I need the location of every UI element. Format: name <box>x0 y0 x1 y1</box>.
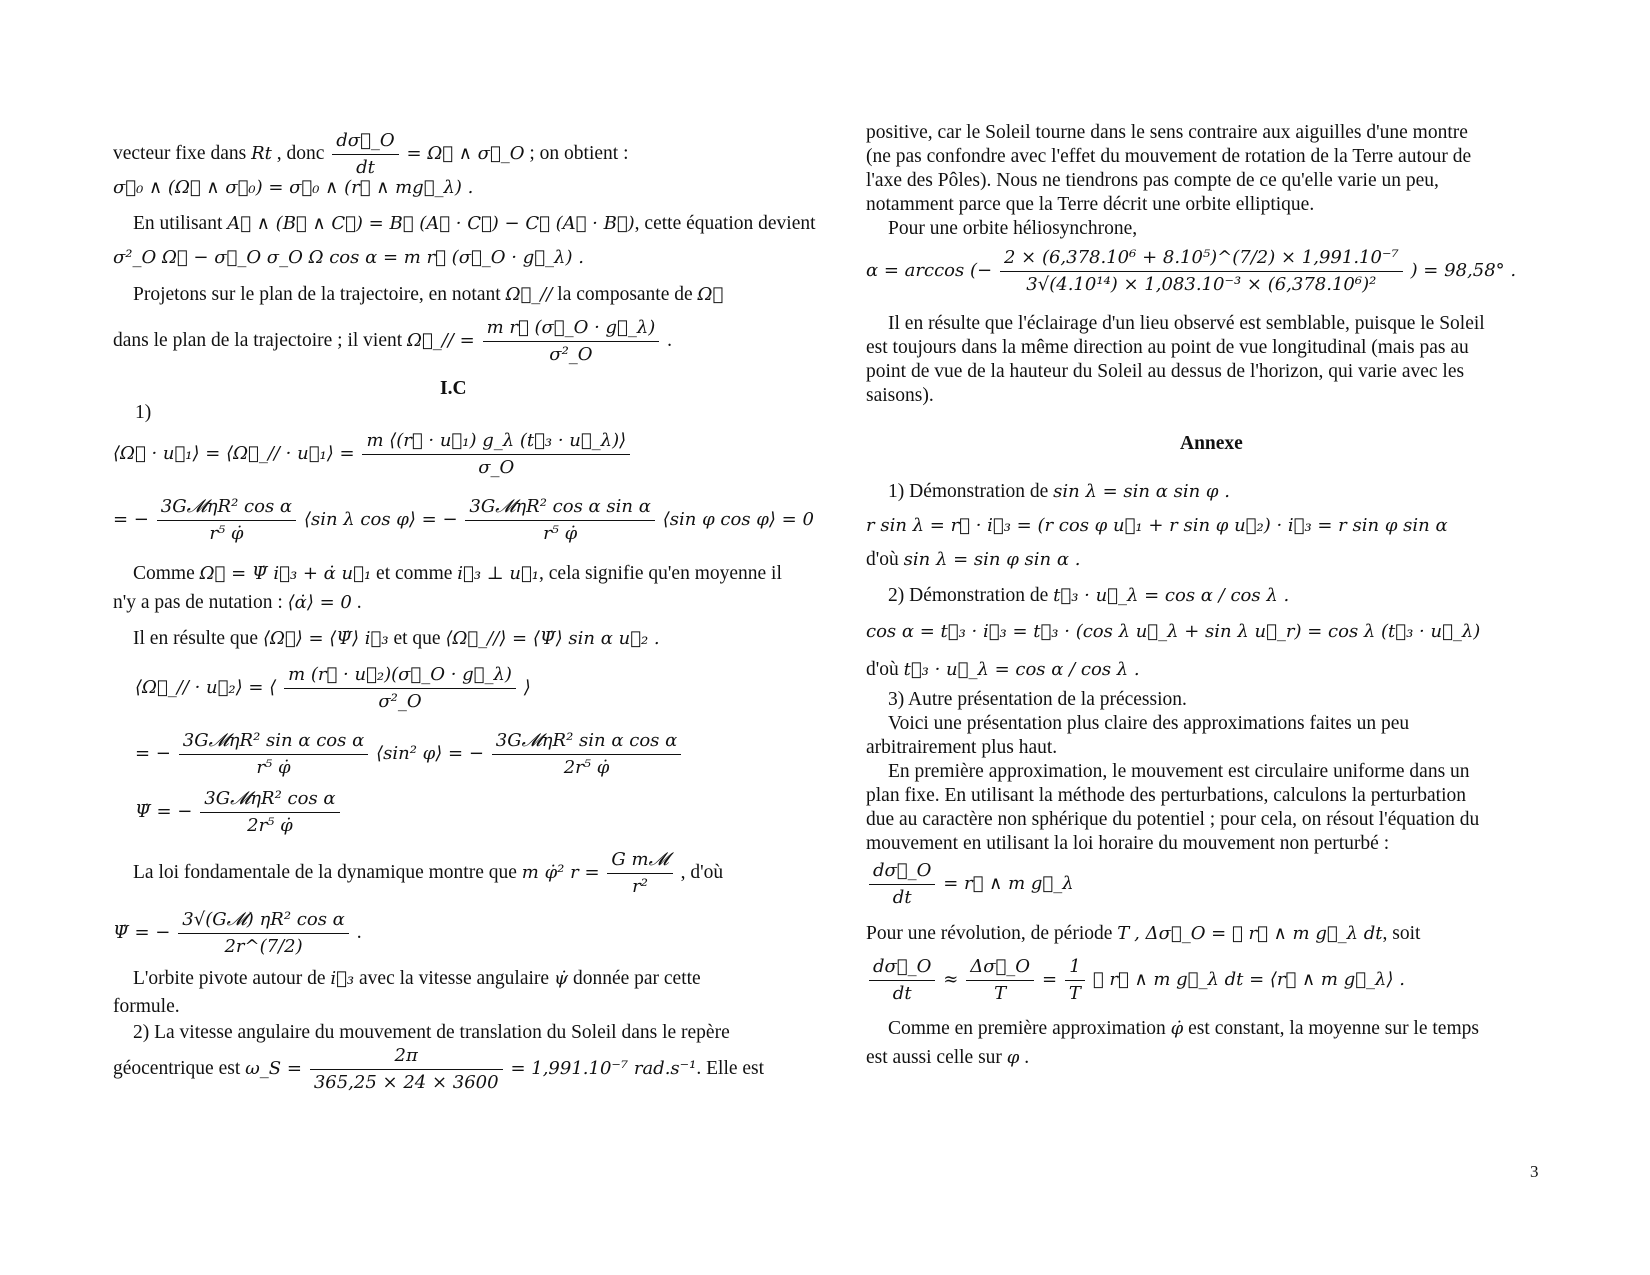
equation-cos-alpha: cos α = t⃗₃ · i⃗₃ = t⃗₃ · (cos λ u⃗_λ + sin λ u⃗_r) = cos λ (t⃗₃ · u⃗_λ) <box>866 621 1481 642</box>
line-vecteur-fixe: vecteur fixe dans Rt , donc $\frac{d\sigma⃗\_O}{dt}$ = Ω⃗ ∧ σ⃗_O ; on obtient : <box>113 128 629 181</box>
heading-annexe: Annexe <box>1180 433 1243 454</box>
line-dou-2: d'où t⃗₃ · u⃗_λ = cos α / cos λ . <box>866 659 1140 680</box>
item-2: 2) La vitesse angulaire du mouvement de translation du Soleil dans le repère <box>133 1022 730 1043</box>
para-positive-1: positive, car le Soleil tourne dans le sens contraire aux aiguilles d'une montre <box>866 122 1468 143</box>
line-dou-1: d'où sin λ = sin φ sin α . <box>866 549 1081 570</box>
equation-r-sin-lambda: r sin λ = r⃗ · i⃗₃ = (r cos φ u⃗₁ + r sin φ u⃗₂) · i⃗₃ = r sin φ sin α <box>866 515 1448 536</box>
fraction-dsigma-dt: $\frac{d\sigma⃗\_O}{dt}$ <box>332 128 398 181</box>
fraction-mean-projection: $\frac{\text{m ⟨(r⃗ · u⃗₁) g\_λ (t⃗₃ · u⃗\_λ)⟩}}{\sigma\_O}$ <box>362 428 630 481</box>
equation-sin-lambda: = − $\frac{\text{3G𝓜ηR² cos α}}{\text{r⁵ φ̇}}$ ⟨sin λ cos φ⟩ = − $\frac{\text{3G𝓜ηR² cos α sin α}}{\text{r⁵ φ̇}}$ ⟨sin φ cos φ⟩ = 0 <box>113 496 814 544</box>
line-projetons: Projetons sur le plan de la trajectoire, en notant Ω⃗_// la composante de Ω⃗ <box>133 284 724 305</box>
line-plan-trajectoire: dans le plan de la trajectoire ; il vient Ω⃗_// = $\frac{\text{m r⃗ (σ⃗\_O · g⃗\_λ)}}{\text{σ²\_O}}$ . <box>113 315 672 368</box>
para-eclairage-3: point de vue de la hauteur du Soleil au dessus de l'horizon, qui varie avec les <box>866 361 1465 382</box>
equation-psi-dot-final: Ψ̇ = − $\frac{\text{3√(G𝓜) ηR² cos α}}{2r\^{}(7/2)}$ . <box>113 909 362 957</box>
item-1: 1) <box>135 402 152 423</box>
equation-sigma-cross: σ⃗₀ ∧ (Ω⃗ ∧ σ⃗₀) = σ⃗₀ ∧ (r⃗ ∧ mg⃗_λ) . <box>113 177 474 198</box>
line-demo-2: 2) Démonstration de t⃗₃ · u⃗_λ = cos α / cos λ . <box>888 585 1290 606</box>
equation-omega-u1: ⟨Ω⃗ · u⃗₁⟩ = ⟨Ω⃗_// · u⃗₁⟩ = $\frac{\text{m ⟨(r⃗ · u⃗₁) g\_λ (t⃗₃ · u⃗\_λ)⟩}}{\sigma\_O}$ <box>113 428 633 481</box>
para-positive-4: notamment parce que la Terre décrit une orbite elliptique. <box>866 194 1315 215</box>
equation-psi-dot: Ψ̇ = − $\frac{\text{3G𝓜ηR² cos α}}{\text{2r⁵ φ̇}}$ <box>135 786 343 839</box>
equation-alpha-arccos: α = arccos (− $\frac{\text{2 × (6,378.10⁶ + 8.10⁵)\textasciicircum{}(7/2) × 1,991.10⁻⁷}}{\text{3√(4.10¹⁴) × 1,083.10⁻³ × (6,378.10⁶)²}}$ ) = 98,58° . <box>866 247 1517 295</box>
line-comme: Comme Ω⃗ = Ψ̇ i⃗₃ + α̇ u⃗₁ et comme i⃗₃ ⊥ u⃗₁, cela signifie qu'en moyenne il <box>133 563 782 584</box>
para-eclairage-1: Il en résulte que l'éclairage d'un lieu observé est semblable, puisque le Soleil <box>888 313 1485 334</box>
line-revolution: Pour une révolution, de période T , Δσ⃗_O = ∮ r⃗ ∧ m g⃗_λ dt, soit <box>866 923 1421 944</box>
para-eclairage-2: est toujours dans la même direction au point de vue longitudinal (mais pas au <box>866 337 1469 358</box>
page-number: 3 <box>1530 1162 1539 1181</box>
line-comme-approx: Comme en première approximation φ̇ est constant, la moyenne sur le temps <box>888 1018 1479 1039</box>
para-approx-3: due au caractère non sphérique du potentiel ; pour cela, on résout l'équation du <box>866 809 1480 830</box>
para-positive-2: (ne pas confondre avec l'effet du mouvement de rotation de la Terre autour de <box>866 146 1472 167</box>
heading-ic: I.C <box>440 378 467 399</box>
para-eclairage-4: saisons). <box>866 385 934 406</box>
para-approx-2: plan fixe. En utilisant la méthode des perturbations, calculons la perturbation <box>866 785 1466 806</box>
line-orbite-pivote: L'orbite pivote autour de i⃗₃ avec la vitesse angulaire ψ̇ donnée par cette <box>133 968 701 989</box>
equation-mean-torque: $\frac{d\sigma⃗\_O}{dt}$ ≈ $\frac{\Delta\sigma⃗\_O}{T}$ = $\frac{1}{T}$ ∮ r⃗ ∧ m g⃗_λ dt = ⟨r⃗ ∧ m g⃗_λ⟩ . <box>866 954 1405 1007</box>
para-voici-2: arbitrairement plus haut. <box>866 737 1058 758</box>
line-aussi-phi: est aussi celle sur φ . <box>866 1047 1030 1068</box>
equation-dsigma-dt: $\frac{d\sigma⃗\_O}{dt}$ = r⃗ ∧ m g⃗_λ <box>866 858 1074 911</box>
line-en-utilisant: En utilisant A⃗ ∧ (B⃗ ∧ C⃗) = B⃗ (A⃗ · C⃗) − C⃗ (A⃗ · B⃗), cette équation devient <box>133 213 816 234</box>
line-demo-3: 3) Autre présentation de la précession. <box>888 689 1187 710</box>
fraction-omega-parallel: $\frac{\text{m r⃗ (σ⃗\_O · g⃗\_λ)}}{\text{σ²\_O}}$ <box>483 315 660 368</box>
equation-sin2-phi: = − $\frac{\text{3G𝓜ηR² sin α cos α}}{\text{r⁵ φ̇}}$ ⟨sin² φ⟩ = − $\frac{\text{3G𝓜ηR² sin α cos α}}{\text{2r⁵ φ̇}}$ <box>135 728 684 781</box>
line-geocentrique: géocentrique est ω_S = $\frac{2\pi}{365,25 \times 24 \times 3600}$ = 1,991.10⁻⁷ rad.s⁻¹. Elle est <box>113 1045 765 1093</box>
para-positive-3: l'axe des Pôles). Nous ne tiendrons pas compte de ce qu'elle varie un peu, <box>866 170 1439 191</box>
line-loi-fondamentale: La loi fondamentale de la dynamique montre que m φ̇² r = $\frac{\text{G m𝓜}}{\text{r²}}$ , d'où <box>133 849 724 897</box>
line-il-en-resulte: Il en résulte que ⟨Ω⃗⟩ = ⟨Ψ̇⟩ i⃗₃ et que ⟨Ω⃗_//⟩ = ⟨Ψ̇⟩ sin α u⃗₂ . <box>133 628 660 649</box>
para-heliosynchrone: Pour une orbite héliosynchrone, <box>888 218 1138 239</box>
line-formule: formule. <box>113 996 180 1017</box>
para-approx-4: mouvement en utilisant la loi horaire du mouvement non perturbé : <box>866 833 1390 854</box>
equation-omega-u2: ⟨Ω⃗_// · u⃗₂⟩ = ⟨ $\frac{\text{m (r⃗ · u⃗₂)(σ⃗\_O · g⃗\_λ)}}{\text{σ²\_O}}$ ⟩ <box>135 664 531 712</box>
line-demo-1: 1) Démonstration de sin λ = sin α sin φ . <box>888 481 1230 502</box>
para-approx-1: En première approximation, le mouvement est circulaire uniforme dans un <box>888 761 1470 782</box>
para-voici-1: Voici une présentation plus claire des approximations faites un peu <box>888 713 1410 734</box>
line-nutation: n'y a pas de nutation : ⟨α̇⟩ = 0 . <box>113 592 362 613</box>
equation-sigma-omega: σ²_O Ω⃗ − σ⃗_O σ_O Ω cos α = m r⃗ (σ⃗_O · g⃗_λ) . <box>113 247 584 268</box>
